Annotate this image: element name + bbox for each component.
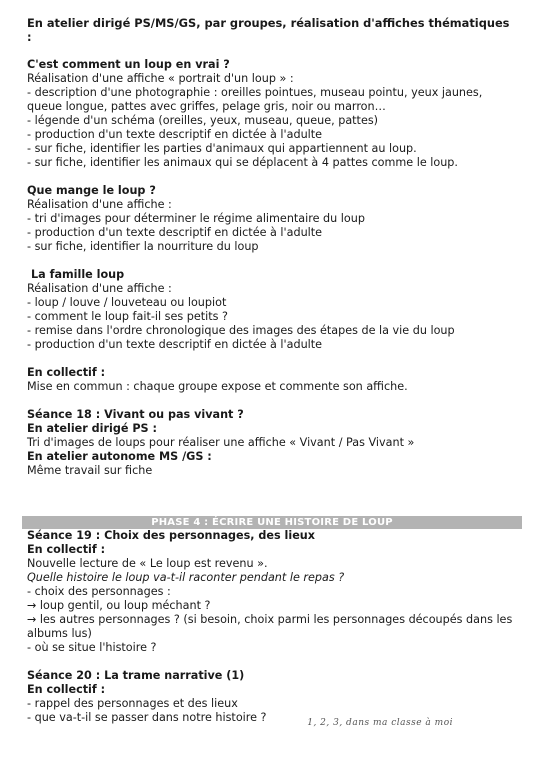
subsection-title: En collectif : — [27, 543, 106, 556]
text-line: - sur fiche, identifier les animaux qui se déplacent à 4 pattes comme le loup. — [27, 156, 458, 169]
section-title: Séance 20 : La trame narrative (1) — [27, 669, 245, 682]
text-line: - production d'un texte descriptif en dictée à l'adulte — [27, 128, 323, 141]
section-title: Séance 18 : Vivant ou pas vivant ? — [27, 408, 244, 421]
section-mange — [27, 184, 517, 254]
text-line: - remise dans l'ordre chronologique des images des étapes de la vie du loup — [27, 324, 455, 337]
phase-banner: PHASE 4 : ÉCRIRE UNE HISTOIRE DE LOUP — [22, 516, 522, 529]
text-line: - loup / louve / louveteau ou loupiot — [27, 296, 227, 309]
section-title: Que mange le loup ? — [27, 184, 156, 197]
intro-heading: En atelier dirigé PS/MS/GS, par groupes, réalisation d'affiches thématiques : — [27, 16, 510, 44]
text-line: Nouvelle lecture de « Le loup est revenu ». — [27, 557, 268, 570]
signature-watermark: 1, 2, 3, dans ma classe à moi — [307, 718, 453, 728]
text-line: Réalisation d'une affiche : — [27, 282, 172, 295]
text-line: - tri d'images pour déterminer le régime alimentaire du loup — [27, 212, 365, 225]
text-line: - production d'un texte descriptif en dictée à l'adulte — [27, 226, 323, 239]
text-line: Même travail sur fiche — [27, 464, 153, 477]
section-collectif — [27, 366, 517, 394]
subsection-title: En collectif : — [27, 683, 106, 696]
section-loup-vrai — [27, 58, 517, 170]
text-line: → les autres personnages ? (si besoin, choix parmi les personnages découpés dans les albums lus) — [27, 613, 513, 640]
text-line: - sur fiche, identifier la nourriture du loup — [27, 240, 259, 253]
text-line: - comment le loup fait-il ses petits ? — [27, 310, 228, 323]
section-famille — [27, 268, 517, 352]
subsection-title: En atelier autonome MS /GS : — [27, 450, 212, 463]
text-line: → loup gentil, ou loup méchant ? — [27, 599, 211, 612]
text-line: - que va-t-il se passer dans notre histoire ? — [27, 711, 267, 724]
text-line: Réalisation d'une affiche « portrait d'un loup » : — [27, 72, 294, 85]
text-line: - rappel des personnages et des lieux — [27, 697, 238, 710]
section-title: En collectif : — [27, 366, 106, 379]
section-title: La famille loup — [31, 268, 125, 281]
text-line: Mise en commun : chaque groupe expose et commente son affiche. — [27, 380, 408, 393]
document-page — [27, 16, 517, 739]
text-line-italic: Quelle histoire le loup va-t-il raconter pendant le repas ? — [27, 571, 345, 584]
section-title: Séance 19 : Choix des personnages, des lieux — [27, 529, 315, 542]
subsection-title: En atelier dirigé PS : — [27, 422, 157, 435]
text-line: - production d'un texte descriptif en dictée à l'adulte — [27, 338, 323, 351]
text-line: - où se situe l'histoire ? — [27, 641, 157, 654]
text-line: - légende d'un schéma (oreilles, yeux, museau, queue, pattes) — [27, 114, 379, 127]
section-seance-19 — [27, 529, 517, 655]
text-line: Tri d'images de loups pour réaliser une affiche « Vivant / Pas Vivant » — [27, 436, 415, 449]
text-line: - description d'une photographie : oreilles pointues, museau pointu, yeux jaunes, queue longue, pattes avec griffes, pelage gris, noir ou marron… — [27, 86, 483, 113]
text-line: - sur fiche, identifier les parties d'animaux qui appartiennent au loup. — [27, 142, 417, 155]
section-seance-18 — [27, 408, 517, 478]
section-title: C'est comment un loup en vrai ? — [27, 58, 230, 71]
text-line: - choix des personnages : — [27, 585, 171, 598]
text-line: Réalisation d'une affiche : — [27, 198, 172, 211]
